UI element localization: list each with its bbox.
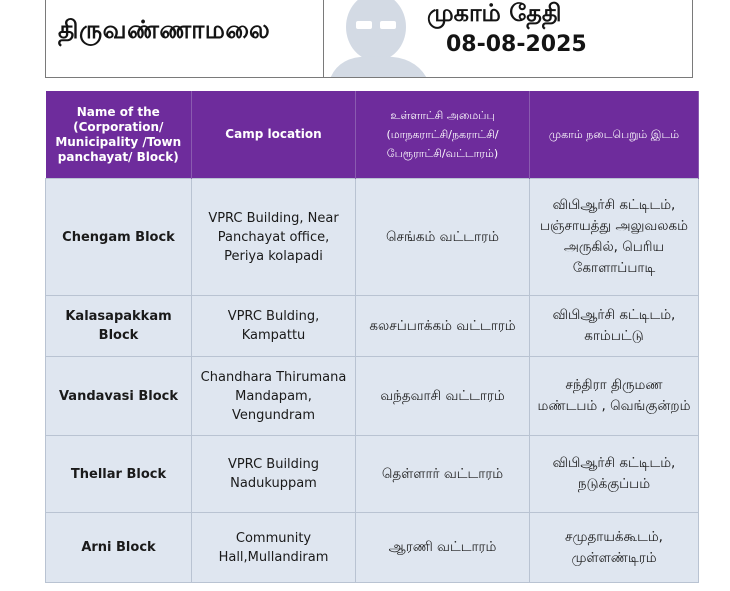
cell-location: VPRC Building, Near Panchayat office, Periya kolapadi bbox=[192, 179, 356, 296]
cell-local-body: கலசப்பாக்கம் வட்டாரம் bbox=[356, 296, 530, 357]
portrait-watermark-icon bbox=[318, 0, 438, 78]
column-header-local-body: உள்ளாட்சி அமைப்பு (மாநகராட்சி/நகராட்சி/ பேரூராட்சி/வட்டாரம்) bbox=[356, 91, 530, 179]
table-row bbox=[46, 513, 699, 583]
cell-location: VPRC Building Nadukuppam bbox=[192, 436, 356, 513]
table-row bbox=[46, 179, 699, 296]
table-row bbox=[46, 436, 699, 513]
table-row bbox=[46, 296, 699, 357]
cell-local-body: செங்கம் வட்டாரம் bbox=[356, 179, 530, 296]
cell-venue: சந்திரா திருமண மண்டபம் , வெங்குன்றம் bbox=[530, 357, 699, 436]
cell-location: Chandhara Thirumana Mandapam, Vengundram bbox=[192, 357, 356, 436]
cell-venue: விபிஆர்சி கட்டிடம், நடுக்குப்பம் bbox=[530, 436, 699, 513]
table-row bbox=[46, 357, 699, 436]
cell-location: Community Hall,Mullandiram bbox=[192, 513, 356, 583]
header-divider bbox=[323, 0, 324, 77]
camp-header bbox=[45, 0, 693, 78]
district-name: திருவண்ணாமலை bbox=[58, 15, 271, 44]
cell-name: Thellar Block bbox=[46, 436, 192, 513]
camp-date: 08-08-2025 bbox=[446, 32, 587, 57]
cell-name: Chengam Block bbox=[46, 179, 192, 296]
cell-local-body: ஆரணி வட்டாரம் bbox=[356, 513, 530, 583]
column-header-venue: முகாம் நடைபெறும் இடம் bbox=[530, 91, 699, 179]
table-header-row bbox=[46, 91, 699, 179]
column-header-name: Name of the (Corporation/ Municipality /Town panchayat/ Block) bbox=[46, 91, 192, 179]
camp-schedule-table bbox=[45, 91, 699, 583]
column-header-location: Camp location bbox=[192, 91, 356, 179]
cell-name: Kalasapakkam Block bbox=[46, 296, 192, 357]
cell-venue: விபிஆர்சி கட்டிடம், காம்பட்டு bbox=[530, 296, 699, 357]
cell-name: Arni Block bbox=[46, 513, 192, 583]
camp-date-label: முகாம் தேதி bbox=[427, 0, 562, 27]
cell-location: VPRC Bulding, Kampattu bbox=[192, 296, 356, 357]
cell-name: Vandavasi Block bbox=[46, 357, 192, 436]
cell-venue: விபிஆர்சி கட்டிடம், பஞ்சாயத்து அலுவலகம் அருகில், பெரிய கோளாப்பாடி bbox=[530, 179, 699, 296]
cell-venue: சமுதாயக்கூடம், முள்ளண்டிரம் bbox=[530, 513, 699, 583]
cell-local-body: வந்தவாசி வட்டாரம் bbox=[356, 357, 530, 436]
cell-local-body: தெள்ளார் வட்டாரம் bbox=[356, 436, 530, 513]
